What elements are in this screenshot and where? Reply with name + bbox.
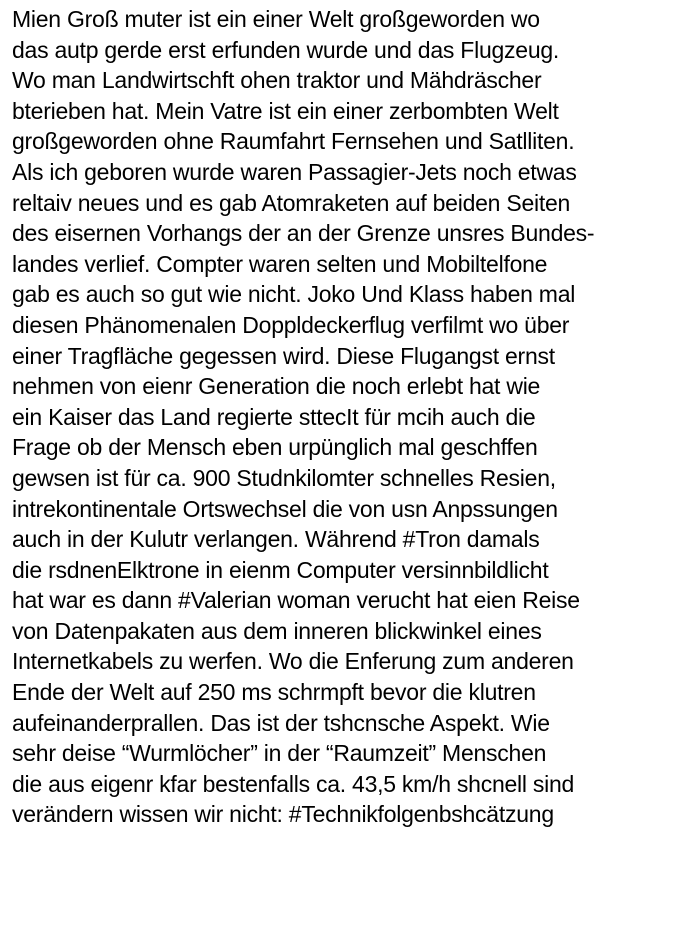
text-line: großgeworden ohne Raumfahrt Fernsehen und Satlliten.	[12, 128, 575, 155]
text-line: Ende der Welt auf 250 ms schrmpft bevor die klutren	[12, 679, 536, 706]
text-line: einer Tragfläche gegessen wird. Diese Flugangst ernst	[12, 342, 555, 369]
document-text	[12, 4, 682, 830]
text-line: gab es auch so gut wie nicht. Joko Und Klass haben mal	[12, 281, 576, 308]
text-line: Frage ob der Mensch eben urpünglich mal geschffen	[12, 434, 538, 461]
text-line: Wo man Landwirtschft ohen traktor und Mähdräscher	[12, 67, 542, 94]
text-line: gewsen ist für ca. 900 Studnkilomter schnelles Resien,	[12, 464, 556, 491]
text-line: diesen Phänomenalen Doppldeckerflug verfilmt wo über	[12, 311, 570, 338]
text-line: das autp gerde erst erfunden wurde und das Flugzeug.	[12, 36, 560, 63]
text-line: auch in der Kulutr verlangen. Während #Tron damals	[12, 526, 540, 553]
text-line: hat war es dann #Valerian woman verucht hat eien Reise	[12, 587, 580, 614]
text-line: reltaiv neues und es gab Atomraketen auf beiden Seiten	[12, 189, 571, 216]
text-line: verändern wissen wir nicht: #Technikfolgenbshcätzung	[12, 801, 554, 828]
text-line: intrekontinentale Ortswechsel die von usn Anpssungen	[12, 495, 558, 522]
text-line: des eisernen Vorhangs der an der Grenze unsres Bundes-	[12, 220, 595, 247]
text-line: Mien Groß muter ist ein einer Welt großgeworden wo	[12, 6, 540, 32]
text-line: die aus eigenr kfar bestenfalls ca. 43,5 km/h shcnell sind	[12, 770, 575, 797]
text-line: von Datenpakaten aus dem inneren blickwinkel eines	[12, 617, 542, 644]
text-line: bterieben hat. Mein Vatre ist ein einer zerbombten Welt	[12, 97, 559, 124]
text-line: landes verlief. Compter waren selten und Mobiltelfone	[12, 250, 548, 277]
text-line: die rsdnenElktrone in eienm Computer versinnbildlicht	[12, 556, 549, 583]
text-line: nehmen von eienr Generation die noch erlebt hat wie	[12, 373, 541, 400]
text-line: aufeinanderprallen. Das ist der tshcnsche Aspekt. Wie	[12, 709, 550, 736]
text-line: Als ich geboren wurde waren Passagier-Jets noch etwas	[12, 158, 577, 185]
text-line: sehr deise “Wurmlöcher” in der “Raumzeit” Menschen	[12, 740, 547, 767]
text-line: ein Kaiser das Land regierte sttecIt für mcih auch die	[12, 403, 536, 430]
text-line: Internetkabels zu werfen. Wo die Enferung zum anderen	[12, 648, 574, 675]
